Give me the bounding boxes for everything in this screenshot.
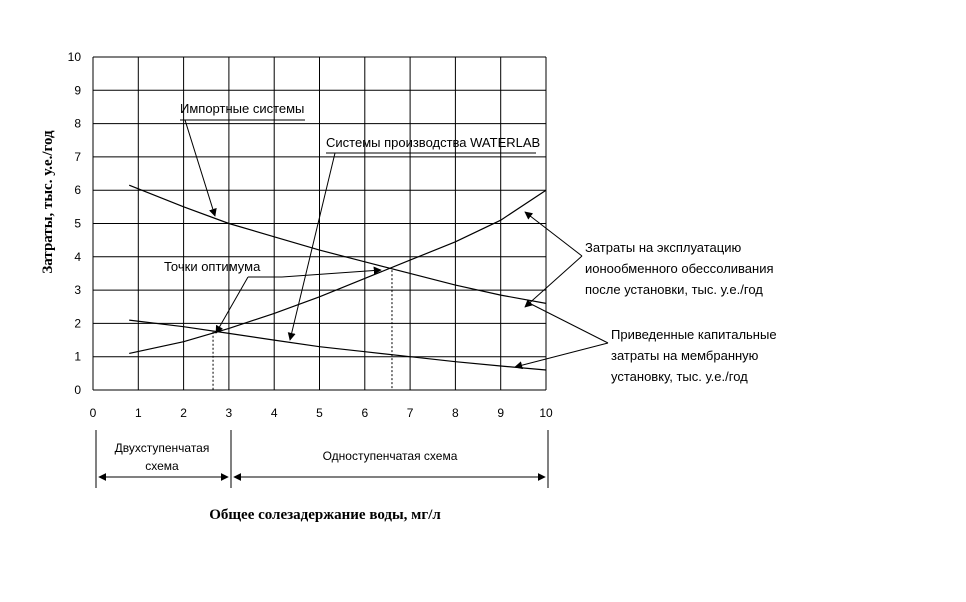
x-tick-label: 6 xyxy=(361,406,369,420)
leader-capital-costs-1 xyxy=(527,302,608,343)
y-tick-label: 10 xyxy=(67,50,81,64)
annotation-capital-costs-line1: Приведенные капитальные xyxy=(611,327,777,342)
x-axis-ticks xyxy=(90,406,553,420)
x-tick-label: 7 xyxy=(406,406,414,420)
x-tick-label: 2 xyxy=(180,406,187,420)
x-tick-label: 5 xyxy=(316,406,323,420)
annotation-import-systems: Импортные системы xyxy=(180,101,305,116)
x-tick-label: 8 xyxy=(452,406,459,420)
series-lines xyxy=(129,185,546,370)
leader-arrow-import xyxy=(185,120,215,216)
leader-arrow-waterlab xyxy=(290,153,335,340)
annotation-optimum: Точки оптимума xyxy=(164,259,261,274)
leader-capital-costs-2 xyxy=(515,343,608,367)
y-tick-label: 5 xyxy=(74,216,81,231)
series-line-import-systems xyxy=(129,185,546,303)
y-tick-label: 7 xyxy=(74,149,81,164)
x-tick-label: 9 xyxy=(497,406,505,420)
annotation-operation-costs-line2: ионообменного обессоливания xyxy=(585,261,774,276)
grid xyxy=(93,57,546,390)
scheme-bracket xyxy=(96,430,548,488)
series-line-capital-costs xyxy=(129,320,546,370)
two-stage-label-line2: схема xyxy=(145,459,179,473)
leader-optimum-2 xyxy=(282,270,381,277)
annotation-waterlab: Системы производства WATERLAB xyxy=(326,135,541,150)
y-tick-label: 4 xyxy=(74,249,81,264)
leader-optimum-1 xyxy=(216,277,248,333)
x-tick-label: 10 xyxy=(539,406,553,420)
one-stage-label: Одноступенчатая схема xyxy=(322,449,458,463)
annotation-operation-costs-line3: после установки, тыс. у.е./год xyxy=(585,282,763,297)
x-tick-label: 0 xyxy=(89,406,97,420)
leader-operation-costs-2 xyxy=(525,256,582,307)
y-tick-label: 3 xyxy=(74,283,81,298)
two-stage-label-line1: Двухступенчатая xyxy=(114,441,210,455)
leader-operation-costs-1 xyxy=(525,212,582,256)
y-tick-label: 2 xyxy=(74,316,81,331)
y-tick-label: 6 xyxy=(74,183,81,198)
x-axis-title: Общее солезадержание воды, мг/л xyxy=(209,507,441,523)
annotation-operation-costs-line1: Затраты на эксплуатацию xyxy=(585,240,742,255)
y-axis-ticks xyxy=(68,50,82,397)
annotation-capital-costs-line3: установку, тыс. у.е./год xyxy=(611,369,748,384)
annotation-capital-costs-line2: затраты на мембранную xyxy=(611,348,759,363)
y-tick-label: 1 xyxy=(74,349,81,364)
x-tick-label: 3 xyxy=(225,406,233,420)
y-axis-title: Затраты, тыс. у.е./год xyxy=(40,130,56,274)
y-tick-label: 9 xyxy=(74,83,81,98)
y-tick-label: 8 xyxy=(74,116,81,131)
y-tick-label: 0 xyxy=(74,383,81,397)
x-tick-label: 1 xyxy=(134,406,142,420)
x-tick-label: 4 xyxy=(270,406,278,420)
